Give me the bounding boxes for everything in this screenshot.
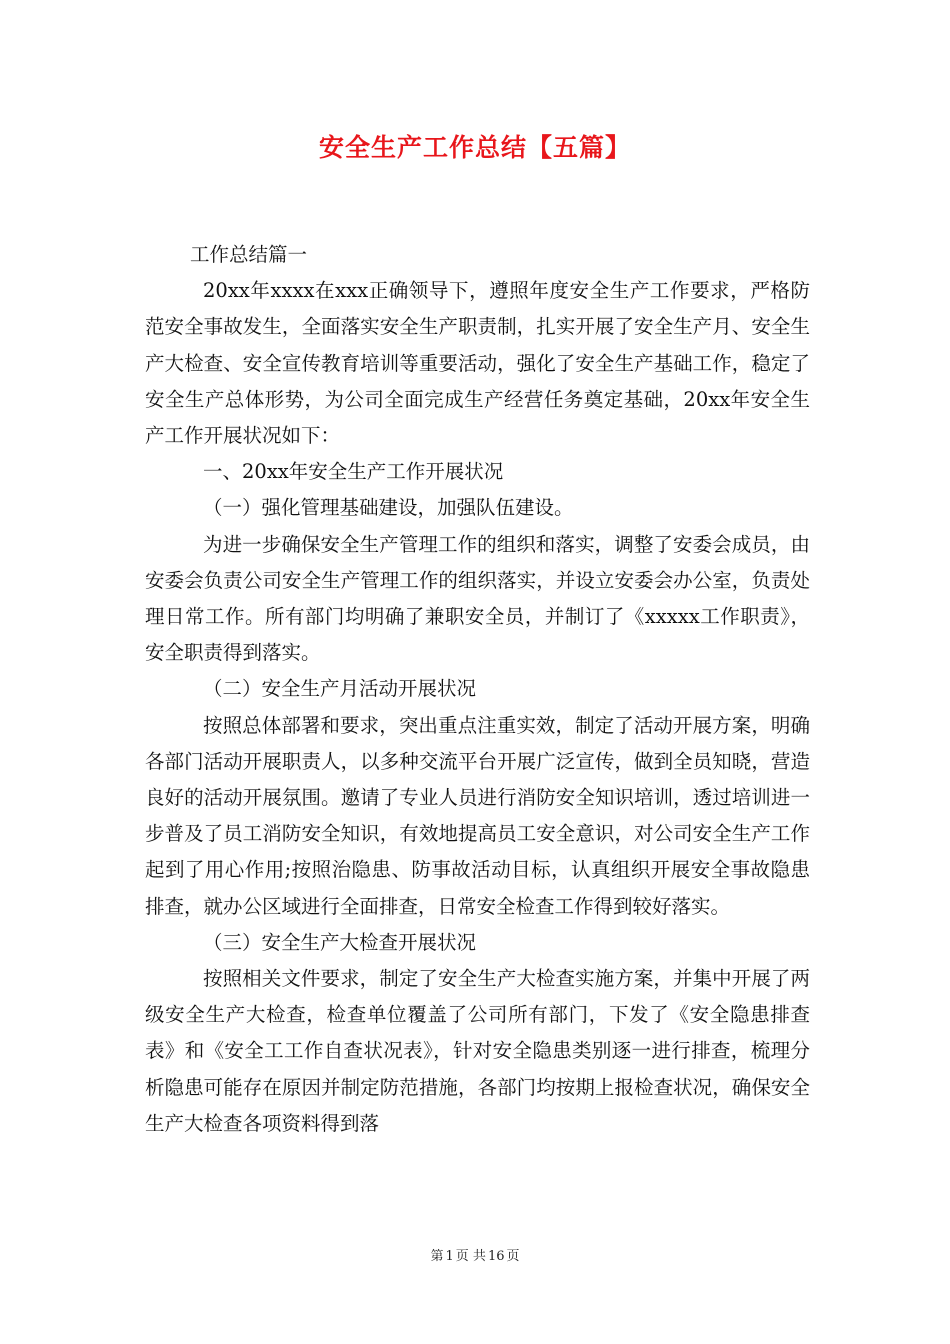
document-title: 安全生产工作总结【五篇】: [318, 133, 631, 162]
chapter-heading: 一、20xx年安全生产工作开展状况: [203, 460, 504, 484]
paragraph: 按照总体部署和要求，突出重点注重实效，制定了活动开展方案，明确各部门活动开展职责人，以多种交流平台开展广泛宣传，做到全员知晓，营造良好的活动开展氛围。邀请了专业人员进行消防安全知识培训，透过培训进一步普及了员工消防安全知识，有效地提高员工安全意识，对公司安全生产工作起到了用心作用;按照治隐患、防事故活动目标，认真组织开展安全事故隐患排查，就办公区域进行全面排查，日常安全检查工作得到较好落实。: [145, 713, 810, 918]
paragraph: 为进一步确保安全生产管理工作的组织和落实，调整了安委会成员，由安委会负责公司安全生产管理工作的组织落实，并设立安委会办公室，负责处理日常工作。所有部门均明确了兼职安全员，并制订了《xxxxx工作职责》，安全职责得到落实。: [145, 532, 810, 665]
document-body: [145, 237, 810, 1142]
footer-suffix: 页: [506, 1249, 520, 1264]
sub-heading: （二）安全生产月活动开展状况: [203, 677, 477, 701]
paragraph: 20xx年xxxx在xxx正确领导下，遵照年度安全生产工作要求，严格防范安全事故发生，全面落实安全生产职责制，扎实开展了安全生产月、安全生产大检查、安全宣传教育培训等重要活动，强化了安全生产基础工作，稳定了安全生产总体形势，为公司全面完成生产经营任务奠定基础，20xx年安全生产工作开展状况如下：: [145, 279, 810, 448]
footer-prefix: 第: [430, 1249, 444, 1264]
sub-heading: （一）强化管理基础建设，加强队伍建设。: [203, 496, 574, 520]
footer-total-pages: 16: [487, 1249, 505, 1264]
footer-page-number: 1: [445, 1249, 454, 1264]
footer-middle: 页 共: [455, 1249, 486, 1264]
sub-heading: （三）安全生产大检查开展状况: [203, 930, 477, 954]
paragraph: 按照相关文件要求，制定了安全生产大检查实施方案，并集中开展了两级安全生产大检查，检查单位覆盖了公司所有部门，下发了《安全隐患排查表》和《安全工工作自查状况表》，针对安全隐患类别逐一进行排查，梳理分析隐患可能存在原因并制定防范措施，各部门均按期上报检查状况，确保安全生产大检查各项资料得到落: [145, 967, 810, 1135]
section-heading: 工作总结篇一: [190, 243, 308, 266]
page-footer: [0, 1247, 950, 1267]
